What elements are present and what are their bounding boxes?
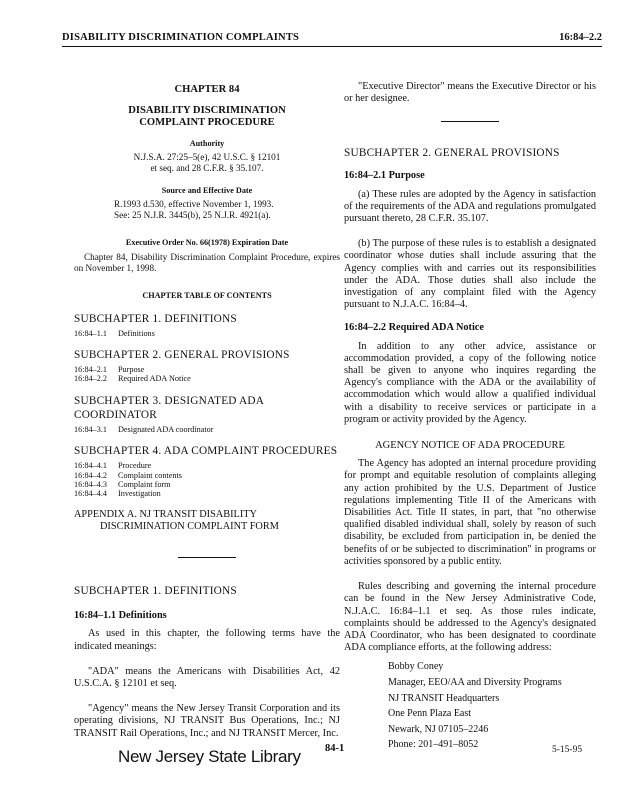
- section-divider: [178, 557, 236, 558]
- toc-subchapter-2: SUBCHAPTER 2. GENERAL PROVISIONS: [74, 349, 290, 362]
- running-header: [62, 30, 602, 47]
- address-line: NJ TRANSIT Headquarters: [388, 692, 500, 704]
- header-title: DISABILITY DISCRIMINATION COMPLAINTS: [62, 32, 300, 43]
- toc-item[interactable]: 16:84–4.4 Investigation: [74, 489, 161, 499]
- library-watermark: New Jersey State Library: [118, 747, 301, 766]
- toc-appendix: [74, 509, 340, 533]
- source-line2: See: 25 N.J.R. 3445(b), 25 N.J.R. 4921(a).: [114, 209, 271, 220]
- source-line1: R.1993 d.530, effective November 1, 1993.: [114, 198, 274, 209]
- appendix-line1: APPENDIX A. NJ TRANSIT DISABILITY: [74, 508, 257, 520]
- definition-executive-director: "Executive Director" means the Executive Director or his or her designee.: [344, 81, 596, 105]
- right-column: [344, 76, 596, 753]
- subchapter-1-heading: SUBCHAPTER 1. DEFINITIONS: [74, 585, 237, 598]
- toc-item[interactable]: 16:84–2.1 Purpose: [74, 365, 145, 375]
- chapter-title-line1: DISABILITY DISCRIMINATION: [128, 105, 286, 117]
- toc-item[interactable]: 16:84–4.2 Complaint contents: [74, 470, 182, 480]
- notice-heading: AGENCY NOTICE OF ADA PROCEDURE: [375, 440, 565, 452]
- toc-item[interactable]: 16:84–4.1 Procedure: [74, 461, 152, 471]
- toc-item[interactable]: 16:84–3.1 Designated ADA coordinator: [74, 424, 214, 434]
- toc-item[interactable]: 16:84–4.3 Complaint form: [74, 480, 171, 490]
- section-divider: [441, 121, 499, 122]
- page-date: 5-15-95: [552, 745, 583, 755]
- notice-requirement: In addition to any other advice, assistance or accommodation provided, a copy of the following notice shall be given to anyone who inquires regarding the Agency's compliance with the ADA or the availability of accommodation which would allow a qualified individual with a disability to receive services or participate in a program or activity provided by the Agency.: [344, 340, 596, 425]
- toc-heading: CHAPTER TABLE OF CONTENTS: [142, 290, 272, 300]
- address-line: One Penn Plaza East: [388, 708, 472, 720]
- purpose-a: (a) These rules are adopted by the Agency in satisfaction of the requirements of the ADA and regulations promulgated pursuant thereto, 28 C.F.R. 35.107.: [344, 188, 596, 225]
- definition-ada: "ADA" means the Americans with Disabilities Act, 42 U.S.C.A. § 12101 et seq.: [74, 665, 340, 690]
- toc-list-4: [74, 461, 340, 499]
- toc-subchapter-3: SUBCHAPTER 3. DESIGNATED ADA COORDINATOR: [74, 394, 264, 421]
- exec-order-text: Chapter 84, Disability Discrimination Complaint Procedure, expires on November 1, 1998.: [74, 251, 340, 273]
- authority-line2: et seq. and 28 C.F.R. § 35.107.: [150, 162, 264, 173]
- toc-list-2: [74, 365, 340, 384]
- appendix-line2: DISCRIMINATION COMPLAINT FORM: [100, 521, 279, 533]
- exec-order-heading: Executive Order No. 66(1978) Expiration Date: [125, 237, 289, 247]
- toc-list-1: [74, 329, 340, 338]
- authority-line1: N.J.S.A. 27:25–5(e), 42 U.S.C. § 12101: [133, 151, 281, 162]
- subchapter-2-heading: SUBCHAPTER 2. GENERAL PROVISIONS: [344, 147, 560, 160]
- toc-subchapter-1: SUBCHAPTER 1. DEFINITIONS: [74, 312, 237, 325]
- section-16-84-2-2-heading: 16:84–2.2 Required ADA Notice: [344, 322, 484, 334]
- definition-agency: "Agency" means the New Jersey Transit Corporation and its operating divisions, NJ TRANSIT Bus Operations, Inc.; NJ TRANSIT Rail Operations, Inc.; and NJ TRANSIT Mercer, Inc.: [74, 703, 340, 739]
- section-16-84-2-1-heading: 16:84–2.1 Purpose: [344, 170, 425, 182]
- chapter-title-line2: COMPLAINT PROCEDURE: [139, 117, 275, 129]
- toc-item[interactable]: 16:84–2.2 Required ADA Notice: [74, 374, 191, 384]
- header-section: 16:84–2.2: [559, 32, 602, 43]
- address-line: Bobby Coney: [388, 661, 444, 673]
- notice-body: The Agency has adopted an internal procedure providing for prompt and equitable resolution of complaints alleging any action prohibited by the U.S. Department of Justice regulations implementing Title II of the Americans with Disabilities Act. Title II states, in part, that "no otherwise qualified disabled individual shall, solely by reason of such disability, be excluded from participation in, be denied the benefits of or be subjected to discrimination" in programs or activities sponsored by a public entity.: [344, 458, 596, 567]
- address-line: Manager, EEO/AA and Diversity Programs: [388, 676, 562, 688]
- authority-heading: Authority: [189, 138, 225, 148]
- notice-rules: Rules describing and governing the internal procedure can be found in the New Jersey Administrative Code, N.J.A.C. 16:84–1.1 et seq. As those rules indicate, complaints should be addressed to the Agency's designated ADA Coordinator, who has been designated to coordinate ADA compliance efforts, at the following address:: [344, 581, 596, 654]
- definitions-intro: As used in this chapter, the following terms have the indicated meanings:: [74, 628, 340, 652]
- toc-list-3: [74, 425, 340, 434]
- section-16-84-1-1-heading: 16:84–1.1 Definitions: [74, 610, 167, 622]
- coordinator-address: [388, 659, 596, 753]
- address-line: Phone: 201–491–8052: [388, 739, 479, 751]
- toc-subchapter-4: SUBCHAPTER 4. ADA COMPLAINT PROCEDURES: [74, 445, 338, 458]
- toc-item[interactable]: 16:84–1.1 Definitions: [74, 328, 155, 338]
- source-heading: Source and Effective Date: [161, 185, 253, 195]
- page-number: 84-1: [325, 743, 345, 754]
- address-line: Newark, NJ 07105–2246: [388, 723, 489, 735]
- chapter-number: CHAPTER 84: [174, 84, 240, 95]
- purpose-b: (b) The purpose of these rules is to establish a designated coordinator whose duties shall include assuring that the Agency complies with and carries out its responsibilities under the ADA. Those duties shall also include the investigation of any complaint filed with the Agency pursuant to N.J.A.C. 16:84–4.: [344, 238, 596, 311]
- left-column: [74, 76, 340, 740]
